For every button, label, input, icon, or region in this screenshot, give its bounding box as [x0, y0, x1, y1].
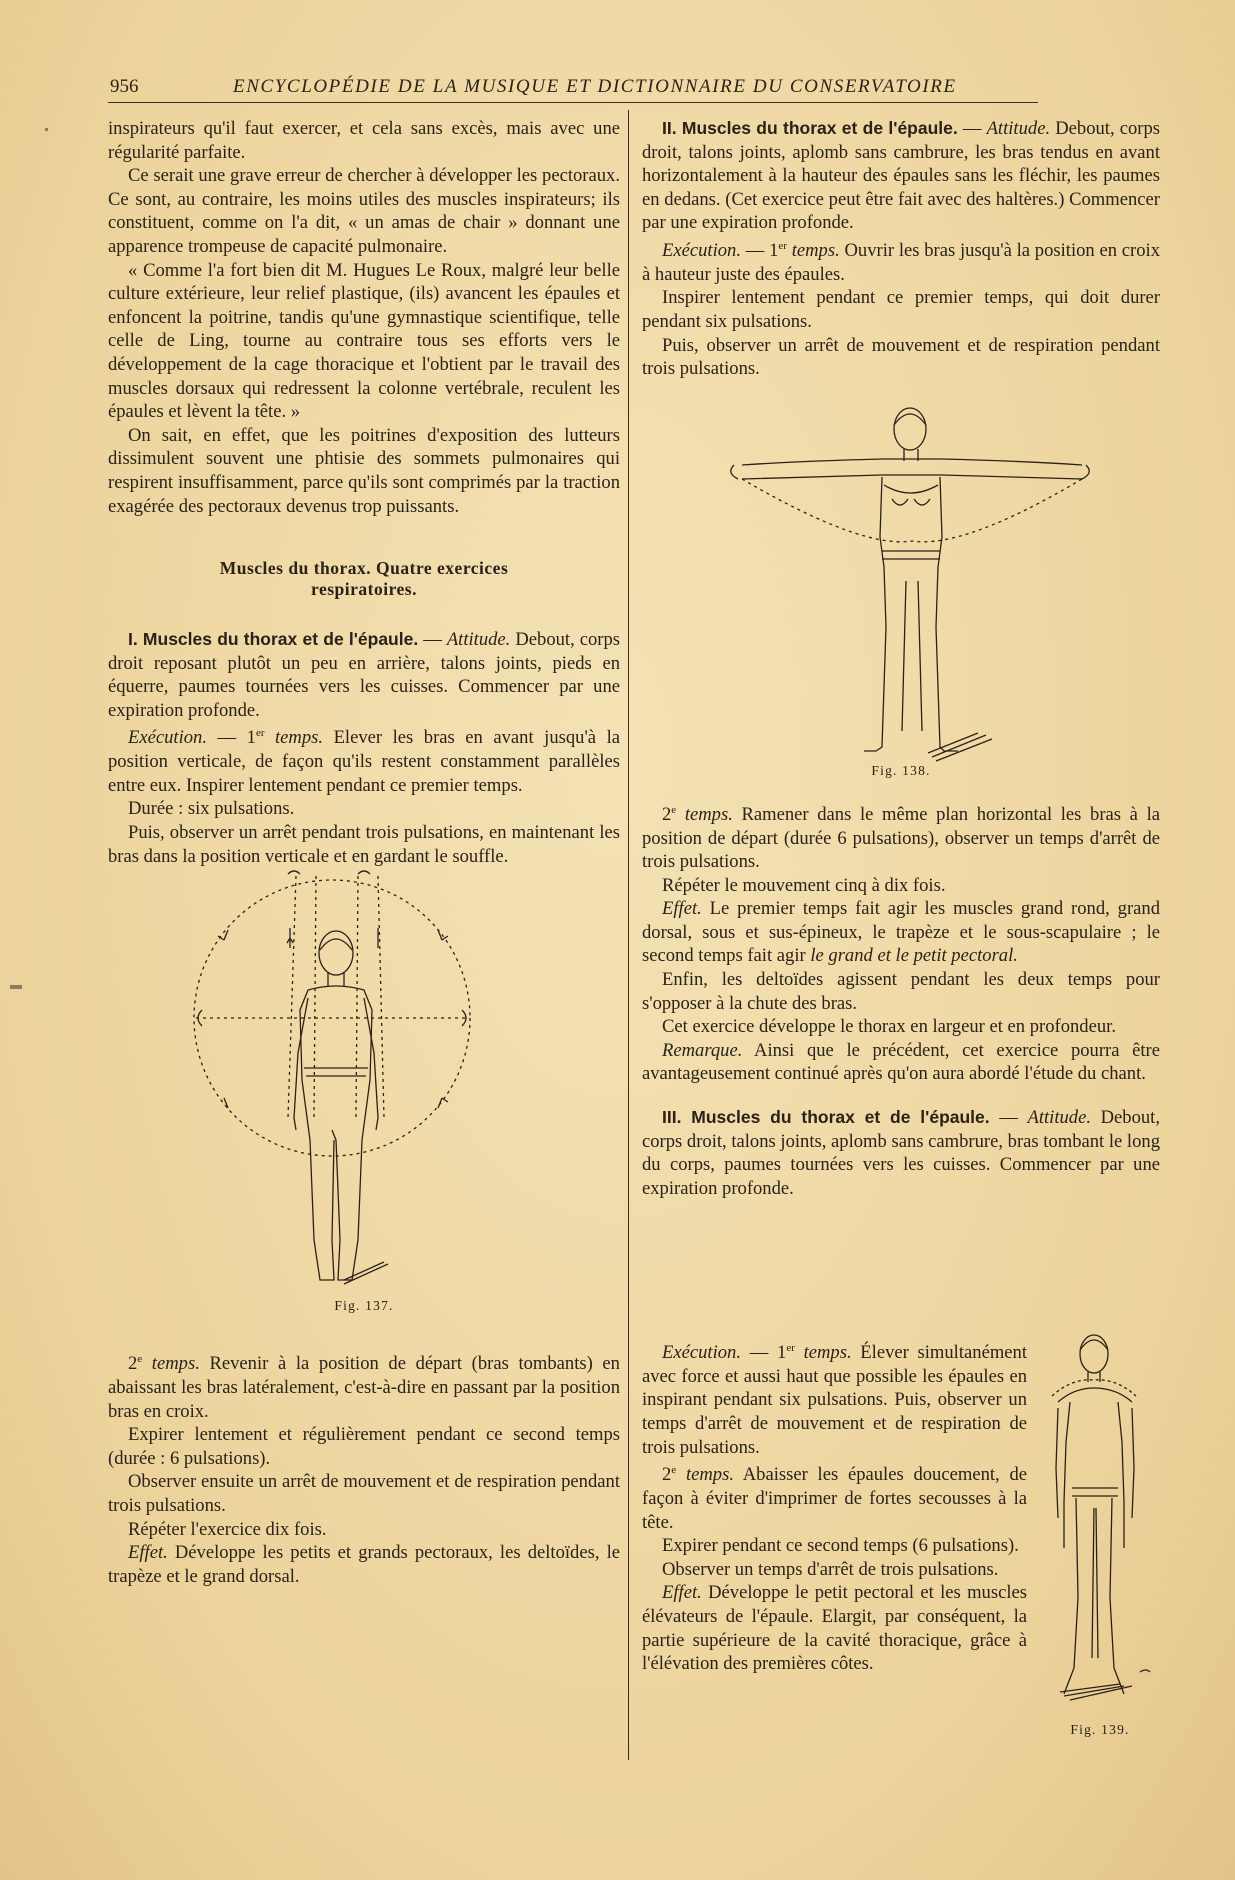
page-header [108, 76, 1038, 103]
temps-sup: er [778, 239, 787, 252]
exercise-1-attitude [108, 628, 620, 722]
attitude-text: Debout, corps droit, talons joints, aplomb sans cambrure, les bras tendus en avant horizontalement à la hauteur des épaules sans les fléchir, les paumes en dedans. (Cet exercice peut être fait avec des haltères.) Commencer par une expiration profonde. [642, 118, 1160, 234]
exercise-3-attitude [642, 1106, 1160, 1200]
page-number: 956 [110, 76, 139, 97]
dash: — [207, 727, 247, 749]
temps-number: 2 [128, 1353, 138, 1375]
temps-label: temps. [142, 1353, 200, 1375]
dash: — [741, 240, 770, 262]
exercise-1-execution [108, 722, 620, 797]
figure-138-illustration [642, 381, 1160, 763]
execution-text: Elever les bras en avant jusqu'à la position verticale, de façon qu'ils restent constamment parallèles entre eux. Inspirer lentement pendant ce premier temps. [108, 727, 620, 796]
exercise-2-execution [642, 235, 1160, 286]
temps-label: temps. [676, 1464, 734, 1486]
temps-sup: e [671, 1464, 677, 1477]
remarque-label: Remarque. [662, 1039, 743, 1061]
temps-number: 2 [662, 1464, 672, 1486]
effet-label: Effet. [662, 898, 702, 920]
margin-mark [10, 985, 22, 989]
paragraph: Enfin, les deltoïdes agissent pendant les deux temps pour s'opposer à la chute des bras. [642, 969, 1160, 1014]
attitude-label: Attitude. [1027, 1107, 1091, 1129]
section-heading-text: Muscles du thorax. Quatre exercices respiratoires. [219, 558, 509, 600]
margin-mark [45, 128, 48, 131]
figure-139-caption: Fig. 139. [1070, 1722, 1130, 1737]
left-column [108, 117, 620, 1588]
exercise-1-effet [108, 1541, 620, 1588]
temps-text: Abaisser les épaules doucement, de façon à éviter d'imprimer de fortes secousses à la tête. [642, 1464, 1027, 1533]
figure-137-caption: Fig. 137. [334, 1298, 394, 1314]
temps-label: temps. [676, 803, 733, 825]
exercise-3-temps-2 [642, 1459, 1027, 1534]
temps-label: temps. [786, 240, 840, 262]
temps-label: temps. [794, 1342, 852, 1364]
dash: — [957, 118, 987, 139]
temps-number: 2 [662, 803, 672, 825]
section-heading [108, 558, 620, 600]
paragraph: Répéter l'exercice dix fois. [128, 1518, 327, 1540]
attitude-label: Attitude. [986, 118, 1051, 139]
paragraph: Puis, observer un arrêt de mouvement et de respiration pendant trois pulsations. [642, 334, 1160, 380]
temps-number: 1 [777, 1342, 787, 1364]
paragraph: « Comme l'a fort bien dit M. Hugues Le Roux, malgré leur belle culture extérieure, leur relief plastique, (ils) avancent les épaules et enfoncent la poitrine, tandis qu'une gymnastique scientifique, telle celle de Ling, tourne au contraire tous ses efforts vers le développement de la cage thoracique et l'obtient par le travail des muscles dorsaux qui redressent la colonne vertébrale, reculent les épaules et lèvent la tête. » [108, 259, 620, 423]
exercise-2-remarque [642, 1039, 1160, 1086]
effet-text: Développe le petit pectoral et les muscles élévateurs de l'épaule. Elargit, par conséquent, la partie supérieure de la cavité thoracique, grâce à l'élévation des premières côtes. [642, 1582, 1027, 1675]
paragraph: On sait, en effet, que les poitrines d'exposition des lutteurs dissimulent souvent une phtisie des sommets pulmonaires qui respirent insuffisamment, parce qu'ils sont comprimés par la traction exagérée des pectoraux devenus trop puissants. [108, 424, 620, 517]
temps-label: temps. [264, 727, 324, 749]
paragraph: Répéter le mouvement cinq à dix fois. [662, 874, 946, 896]
exercise-3-effet [642, 1581, 1027, 1675]
figure-137-illustration [108, 868, 620, 1298]
execution-label: Exécution. [662, 1342, 741, 1364]
temps-text: Revenir à la position de départ (bras tombants) en abaissant les bras latéralement, c'est-à-dire en passant par la position bras en croix. [108, 1353, 620, 1422]
paragraph: Inspirer lentement pendant ce premier temps, qui doit durer pendant six pulsations. [642, 287, 1160, 332]
paragraph: Durée : six pulsations. [128, 798, 295, 820]
exercise-3-execution [642, 1337, 1027, 1459]
dash: — [741, 1342, 778, 1364]
right-column [642, 117, 1160, 1200]
paragraph: Puis, observer un arrêt pendant trois pulsations, en maintenant les bras dans la position verticale et en gardant le souffle. [108, 822, 620, 867]
temps-sup: e [671, 803, 677, 816]
effet-label: Effet. [128, 1542, 168, 1564]
exercise-1-title: I. Muscles du thorax et de l'épaule. [128, 629, 419, 650]
execution-label: Exécution. [662, 240, 741, 262]
attitude-text: Debout, corps droit, talons joints, aplomb sans cambrure, bras tombant le long du corps, paumes tournées vers les cuisses. Commencer par une expiration profonde. [642, 1107, 1160, 1199]
column-divider [628, 110, 629, 1760]
temps-sup: er [255, 727, 265, 740]
exercise-2-title: II. Muscles du thorax et de l'épaule. [662, 118, 958, 138]
exercise-2-temps-2 [642, 799, 1160, 874]
effet-italic-text: le grand et le petit pectoral. [810, 945, 1018, 967]
remarque-text: Ainsi que le précédent, cet exercice pourra être avantageusement continué après qu'on aura abordé l'étude du chant. [642, 1039, 1160, 1085]
running-title: ENCYCLOPÉDIE DE LA MUSIQUE ET DICTIONNAIRE DU CONSERVATOIRE [233, 76, 957, 97]
paragraph: Cet exercice développe le thorax en largeur et en profondeur. [662, 1016, 1116, 1038]
effet-text: Le premier temps fait agir les muscles grand rond, grand dorsal, sous et sus-épineux, le trapèze et le sous-scapulaire ; le second temps fait agir [642, 898, 1160, 967]
attitude-text: Debout, corps droit reposant plutôt un peu en arrière, talons joints, pieds en équerre, paumes tournées vers les cuisses. Commencer par une expiration profonde. [108, 629, 620, 721]
paragraph: Observer ensuite un arrêt de mouvement et de respiration pendant trois pulsations. [108, 1471, 620, 1516]
dash: — [989, 1107, 1028, 1129]
paragraph: Expirer pendant ce second temps (6 pulsations). [662, 1535, 1019, 1557]
effet-label: Effet. [662, 1582, 702, 1604]
exercise-2-attitude [642, 117, 1160, 235]
paragraph: Expirer lentement et régulièrement pendant ce second temps (durée : 6 pulsations). [108, 1424, 620, 1469]
temps-number: 1 [769, 240, 779, 262]
dash: — [418, 629, 447, 651]
figure-139-illustration [1040, 1328, 1158, 1710]
execution-text: Élever simultanément avec force et aussi haut que possible les épaules en inspirant pendant six pulsations. Puis, observer un temps d'arrêt de mouvement et de respiration de trois pulsations. [642, 1342, 1027, 1458]
paragraph: Ce serait une grave erreur de chercher à développer les pectoraux. Ce sont, au contraire, les moins utiles des muscles inspirateurs; ils constituent, comme on l'a dit, « un amas de chair » donnant une apparence trompeuse de capacité pulmonaire. [108, 165, 620, 257]
execution-label: Exécution. [128, 727, 207, 749]
exercise-3-body [642, 1337, 1027, 1676]
exercise-3-title: III. Muscles du thorax et de l'épaule. [662, 1107, 990, 1128]
attitude-label: Attitude. [446, 629, 511, 651]
temps-sup: e [137, 1353, 143, 1366]
temps-number: 1 [246, 727, 256, 749]
paragraph: inspirateurs qu'il faut exercer, et cela sans excès, mais avec une régularité parfaite. [108, 118, 620, 163]
temps-text: Ramener dans le même plan horizontal les bras à la position de départ (durée 6 pulsations), observer un temps d'arrêt de trois pulsations. [642, 803, 1160, 873]
execution-text: Ouvrir les bras jusqu'à la position en croix à hauteur juste des épaules. [642, 240, 1160, 285]
temps-sup: er [786, 1342, 795, 1354]
figure-138-caption: Fig. 138. [871, 762, 931, 778]
effet-text: Développe les petits et grands pectoraux, les deltoïdes, le trapèze et le grand dorsal. [108, 1542, 620, 1587]
exercise-2-effet [642, 897, 1160, 968]
exercise-1-temps-2 [108, 1348, 620, 1423]
paragraph: Observer un temps d'arrêt de trois pulsations. [662, 1558, 999, 1580]
